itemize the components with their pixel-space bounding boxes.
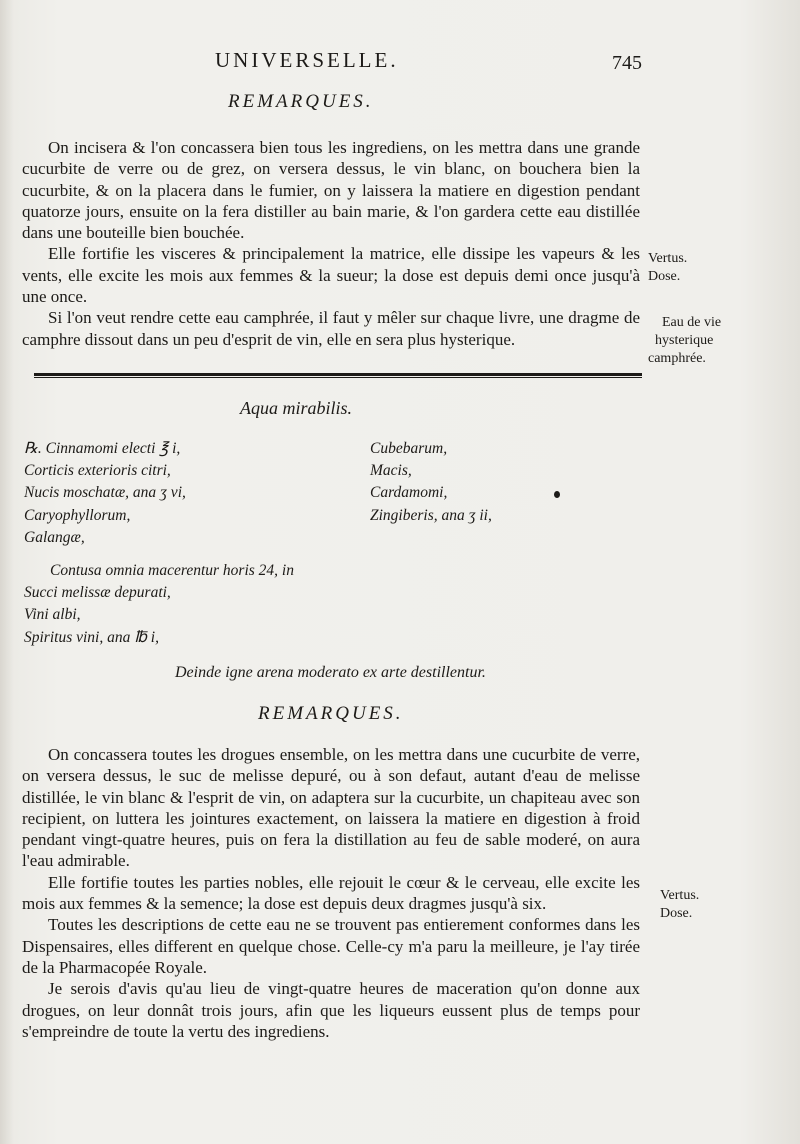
ink-speck: [554, 491, 560, 498]
margin-note-eau-de-vie: Eau de vie: [662, 315, 722, 330]
margin-note-vertus: Vertus.: [660, 888, 700, 903]
ingredient-line: Nucis moschatæ, ana ʒ vi,: [24, 484, 186, 502]
page-header: [0, 48, 800, 78]
paragraph: On concassera toutes les drogues ensemble, on les mettra dans une cucurbite de verre, on versera dessus, le suc de melisse depuré, ou à son defaut, autant d'eau de melisse distillée, le vin blanc & l'esprit de vin, on adaptera sur la cucurbite, un chapiteau avec son recipient, on luttera les jointures exactement, on laissera la matiere en digestion à froid pendant vingt-quatre heures, puis on fera la distillation au feu de sable moderé, on aura l'eau admirable.: [22, 745, 640, 871]
recipe-closing-line: Deinde igne arena moderato ex arte destillentur.: [175, 664, 486, 681]
section2-body: [22, 744, 640, 1042]
margin-note-dose: Dose.: [660, 906, 693, 921]
paragraph: Toutes les descriptions de cette eau ne se trouvent pas entierement conformes dans les Dispensaires, elles different en quelque chose. Celle-cy m'a paru la meilleure, je l'ay tirée de la Pharmacopée Royale.: [22, 915, 640, 977]
paragraph: On incisera & l'on concassera bien tous les ingrediens, on les mettra dans une grande cucurbite de verre ou de grez, on versera dessus, le vin blanc, on bouchera bien la cucurbite, & on la placera dans le fumier, on y laissera la matiere en digestion pendant quatorze jours, ensuite on la fera distiller au bain marie, & l'on gardera cette eau distillée dans une bouteille bien bouchée.: [22, 138, 640, 243]
maceration-lines: [24, 560, 294, 649]
ingredient-line: Macis,: [370, 462, 412, 480]
maceration-line: Succi melissæ depurati,: [24, 584, 171, 602]
ingredient-line: ℞. Cinnamomi electi ℥ i,: [24, 440, 181, 457]
recipe-title: Aqua mirabilis.: [240, 398, 353, 418]
ingredient-line: Zingiberis, ana ʒ ii,: [370, 506, 492, 524]
section-heading-remarques-1: REMARQUES.: [228, 91, 374, 112]
ingredient-line: Caryophyllorum,: [24, 506, 131, 524]
page-number: 745: [612, 52, 642, 74]
paragraph: Je serois d'avis qu'au lieu de vingt-quatre heures de maceration qu'on donne aux drogues, on leur donnât trois jours, afin que les liqueurs eussent plus de temps pour s'empreindre de toute la vertu des ingrediens.: [22, 979, 640, 1041]
maceration-line: Spiritus vini, ana ℔ i,: [24, 628, 159, 646]
paragraph: Elle fortifie toutes les parties nobles, elle rejouit le cœur & le cerveau, elle excite les mois aux femmes & la semence; la dose est depuis deux dragmes jusqu'à six.: [22, 872, 640, 914]
paragraph: Elle fortifie les visceres & principalement la matrice, elle dissipe les vapeurs & les vents, elle excite les mois aux femmes & la sueur; la dose est depuis demi once jusqu'à une once.: [22, 244, 640, 307]
section1-body: [22, 137, 640, 350]
paragraph: Si l'on veut rendre cette eau camphrée, il faut y mêler sur chaque livre, une dragme de camphre dissout dans un peu d'esprit de vin, elle en sera plus hysterique.: [22, 308, 640, 349]
section-heading-remarques-2: REMARQUES.: [258, 703, 404, 724]
maceration-line: Vini albi,: [24, 606, 81, 624]
ingredient-line: Corticis exterioris citri,: [24, 462, 171, 480]
margin-note-hysterique: hysterique: [655, 333, 714, 348]
margin-note-vertus: Vertus.: [648, 251, 688, 266]
ingredient-line: Cubebarum,: [370, 440, 448, 457]
section-divider-rule: [34, 373, 642, 378]
margin-note-camphree: camphrée.: [648, 351, 706, 366]
maceration-line: Contusa omnia macerentur horis 24, in: [50, 562, 294, 579]
ingredient-line: Cardamomi,: [370, 484, 448, 502]
ingredients-left-column: [24, 438, 186, 549]
margin-note-dose: Dose.: [648, 269, 681, 284]
ingredient-line: Galangæ,: [24, 528, 85, 546]
running-title: UNIVERSELLE.: [215, 48, 399, 72]
ingredients-right-column: [370, 438, 492, 527]
